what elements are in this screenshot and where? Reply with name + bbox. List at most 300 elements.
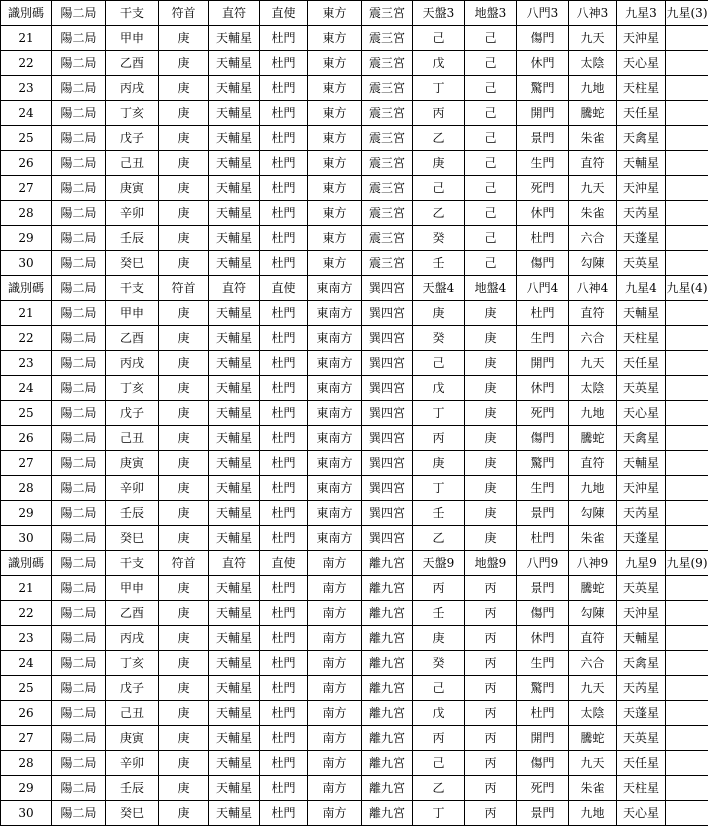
table-cell: 癸 xyxy=(413,326,465,351)
table-cell: 甲申 xyxy=(106,301,159,326)
table-row xyxy=(1,601,708,626)
table-cell: 庚 xyxy=(159,476,209,501)
table-cell: 癸巳 xyxy=(106,526,159,551)
table-cell: 己 xyxy=(465,51,517,76)
table-cell: 25 xyxy=(1,676,52,701)
table-cell: 天輔星 xyxy=(209,426,260,451)
table-cell: 巽四宮 xyxy=(362,326,413,351)
table-row xyxy=(1,26,708,51)
table-cell: 27 xyxy=(1,451,52,476)
table-cell: 庚 xyxy=(159,376,209,401)
table-cell: 26 xyxy=(1,701,52,726)
table-cell: 開門 xyxy=(517,101,569,126)
table-cell: 壬辰 xyxy=(106,501,159,526)
table-cell: 天輔星 xyxy=(209,501,260,526)
table-cell: 離九宮 xyxy=(362,576,413,601)
table-cell xyxy=(666,176,708,201)
table-cell: 直符 xyxy=(569,151,617,176)
table-cell: 騰蛇 xyxy=(569,426,617,451)
table-cell: 庚寅 xyxy=(106,726,159,751)
table-cell: 庚 xyxy=(159,676,209,701)
table-cell: 震三宮 xyxy=(362,76,413,101)
table-cell: 天蓬星 xyxy=(617,226,666,251)
table-row xyxy=(1,526,708,551)
table-cell: 庚 xyxy=(159,326,209,351)
table-cell: 九地 xyxy=(569,801,617,826)
table-cell: 南方 xyxy=(308,801,362,826)
table-cell xyxy=(666,426,708,451)
table-row xyxy=(1,76,708,101)
table-cell: 24 xyxy=(1,101,52,126)
table-cell: 震三宮 xyxy=(362,101,413,126)
table-cell: 丙 xyxy=(465,776,517,801)
table-cell: 東南方 xyxy=(308,426,362,451)
table-cell: 朱雀 xyxy=(569,526,617,551)
table-cell: 陽二局 xyxy=(52,201,106,226)
table-cell: 天沖星 xyxy=(617,476,666,501)
table-cell: 陽二局 xyxy=(52,351,106,376)
table-cell: 休門 xyxy=(517,626,569,651)
table-cell: 南方 xyxy=(308,626,362,651)
table-cell: 己 xyxy=(413,676,465,701)
header-cell: 直符 xyxy=(209,276,260,301)
table-row xyxy=(1,101,708,126)
table-cell: 東方 xyxy=(308,176,362,201)
table-cell: 陽二局 xyxy=(52,451,106,476)
table-cell: 庚 xyxy=(159,576,209,601)
header-cell: 識別碼 xyxy=(1,551,52,576)
table-cell: 東方 xyxy=(308,101,362,126)
table-cell: 庚 xyxy=(159,226,209,251)
table-cell: 東方 xyxy=(308,226,362,251)
table-cell: 朱雀 xyxy=(569,776,617,801)
table-cell: 天輔星 xyxy=(209,326,260,351)
table-cell: 天輔星 xyxy=(209,26,260,51)
table-cell: 騰蛇 xyxy=(569,726,617,751)
table-cell: 庚 xyxy=(465,451,517,476)
table-cell: 九天 xyxy=(569,176,617,201)
table-row xyxy=(1,151,708,176)
table-cell: 天心星 xyxy=(617,401,666,426)
table-cell: 壬 xyxy=(413,501,465,526)
table-cell xyxy=(666,51,708,76)
table-cell: 巽四宮 xyxy=(362,401,413,426)
table-cell: 庚 xyxy=(465,351,517,376)
table-cell: 庚 xyxy=(465,301,517,326)
table-cell: 29 xyxy=(1,501,52,526)
header-cell: 九星3 xyxy=(617,1,666,26)
table-cell: 30 xyxy=(1,801,52,826)
table-cell: 驚門 xyxy=(517,676,569,701)
table-cell: 丙 xyxy=(413,576,465,601)
header-cell: 南方 xyxy=(308,551,362,576)
table-cell: 陽二局 xyxy=(52,301,106,326)
table-cell xyxy=(666,651,708,676)
table-cell: 東南方 xyxy=(308,351,362,376)
table-cell: 勾陳 xyxy=(569,251,617,276)
table-cell: 景門 xyxy=(517,576,569,601)
table-cell: 21 xyxy=(1,301,52,326)
table-cell: 離九宮 xyxy=(362,726,413,751)
table-cell: 杜門 xyxy=(260,76,308,101)
table-cell: 陽二局 xyxy=(52,251,106,276)
table-cell: 庚 xyxy=(159,526,209,551)
table-cell: 陽二局 xyxy=(52,26,106,51)
table-cell: 丁亥 xyxy=(106,101,159,126)
header-cell: 直符 xyxy=(209,551,260,576)
table-cell: 天英星 xyxy=(617,251,666,276)
table-cell: 南方 xyxy=(308,701,362,726)
table-cell: 癸 xyxy=(413,651,465,676)
header-cell: 地盤9 xyxy=(465,551,517,576)
table-cell: 杜門 xyxy=(260,351,308,376)
header-cell: 直符 xyxy=(209,1,260,26)
table-cell: 丙 xyxy=(465,701,517,726)
table-cell: 東南方 xyxy=(308,476,362,501)
table-cell: 天輔星 xyxy=(617,451,666,476)
table-cell xyxy=(666,626,708,651)
table-cell: 庚 xyxy=(159,76,209,101)
table-cell: 丙 xyxy=(413,726,465,751)
table-cell: 勾陳 xyxy=(569,601,617,626)
table-cell: 東南方 xyxy=(308,301,362,326)
table-cell xyxy=(666,401,708,426)
table-cell: 景門 xyxy=(517,126,569,151)
table-cell: 南方 xyxy=(308,776,362,801)
table-cell: 戊子 xyxy=(106,401,159,426)
table-cell: 傷門 xyxy=(517,601,569,626)
table-cell: 陽二局 xyxy=(52,176,106,201)
table-cell: 22 xyxy=(1,51,52,76)
table-cell: 杜門 xyxy=(517,301,569,326)
header-cell: 符首 xyxy=(159,551,209,576)
table-cell: 杜門 xyxy=(260,476,308,501)
table-cell: 天輔星 xyxy=(209,251,260,276)
table-cell xyxy=(666,326,708,351)
table-cell: 震三宮 xyxy=(362,251,413,276)
table-cell: 九地 xyxy=(569,401,617,426)
table-cell xyxy=(666,26,708,51)
table-cell: 天輔星 xyxy=(209,801,260,826)
header-cell: 八門4 xyxy=(517,276,569,301)
header-cell: 天盤4 xyxy=(413,276,465,301)
table-cell: 東南方 xyxy=(308,326,362,351)
table-cell: 震三宮 xyxy=(362,151,413,176)
table-row xyxy=(1,726,708,751)
table-cell: 天心星 xyxy=(617,801,666,826)
table-cell: 傷門 xyxy=(517,751,569,776)
table-row xyxy=(1,401,708,426)
table-cell: 杜門 xyxy=(517,226,569,251)
table-cell: 陽二局 xyxy=(52,676,106,701)
table-row xyxy=(1,751,708,776)
table-cell: 天輔星 xyxy=(209,476,260,501)
table-cell: 杜門 xyxy=(260,651,308,676)
table-cell xyxy=(666,526,708,551)
table-cell: 離九宮 xyxy=(362,651,413,676)
table-cell: 庚寅 xyxy=(106,451,159,476)
table-cell: 丙 xyxy=(465,576,517,601)
table-cell: 天禽星 xyxy=(617,426,666,451)
table-cell: 陽二局 xyxy=(52,101,106,126)
table-cell: 己丑 xyxy=(106,426,159,451)
table-cell: 天輔星 xyxy=(209,126,260,151)
table-cell: 丁亥 xyxy=(106,376,159,401)
header-cell: 九星(4) xyxy=(666,276,708,301)
table-cell: 死門 xyxy=(517,176,569,201)
table-row xyxy=(1,776,708,801)
table-cell: 東南方 xyxy=(308,401,362,426)
table-cell: 天輔星 xyxy=(209,626,260,651)
table-row xyxy=(1,676,708,701)
table-cell: 戊 xyxy=(413,701,465,726)
table-cell xyxy=(666,251,708,276)
table-cell: 騰蛇 xyxy=(569,576,617,601)
table-cell: 開門 xyxy=(517,351,569,376)
table-cell: 勾陳 xyxy=(569,501,617,526)
table-cell: 庚 xyxy=(159,301,209,326)
table-cell: 天輔星 xyxy=(209,101,260,126)
table-cell: 天輔星 xyxy=(209,201,260,226)
header-cell: 八門3 xyxy=(517,1,569,26)
table-cell: 杜門 xyxy=(260,676,308,701)
table-cell: 杜門 xyxy=(260,201,308,226)
table-cell: 乙酉 xyxy=(106,326,159,351)
table-cell: 天芮星 xyxy=(617,676,666,701)
table-cell: 傷門 xyxy=(517,251,569,276)
table-cell: 離九宮 xyxy=(362,601,413,626)
table-cell: 陽二局 xyxy=(52,126,106,151)
table-cell: 陽二局 xyxy=(52,776,106,801)
table-cell: 庚寅 xyxy=(106,176,159,201)
table-cell: 天沖星 xyxy=(617,176,666,201)
table-cell xyxy=(666,101,708,126)
table-cell: 天輔星 xyxy=(209,351,260,376)
table-cell: 杜門 xyxy=(260,776,308,801)
table-cell: 己 xyxy=(465,176,517,201)
table-cell: 震三宮 xyxy=(362,201,413,226)
table-cell: 天芮星 xyxy=(617,501,666,526)
table-row xyxy=(1,176,708,201)
table-cell: 己 xyxy=(413,176,465,201)
table-cell: 杜門 xyxy=(260,751,308,776)
header-cell: 識別碼 xyxy=(1,276,52,301)
table-row xyxy=(1,301,708,326)
table-cell: 己 xyxy=(413,751,465,776)
table-cell: 庚 xyxy=(159,201,209,226)
table-cell: 甲申 xyxy=(106,26,159,51)
table-cell: 天輔星 xyxy=(209,176,260,201)
table-cell: 天輔星 xyxy=(209,601,260,626)
table-cell: 己丑 xyxy=(106,151,159,176)
table-row xyxy=(1,651,708,676)
table-cell: 東南方 xyxy=(308,526,362,551)
table-cell xyxy=(666,726,708,751)
table-cell: 陽二局 xyxy=(52,476,106,501)
table-cell: 杜門 xyxy=(260,151,308,176)
table-cell: 離九宮 xyxy=(362,676,413,701)
table-cell: 休門 xyxy=(517,201,569,226)
table-cell xyxy=(666,701,708,726)
table-cell: 杜門 xyxy=(260,326,308,351)
table-cell: 己 xyxy=(465,26,517,51)
table-cell: 傷門 xyxy=(517,426,569,451)
table-cell: 戊 xyxy=(413,51,465,76)
table-cell: 太陰 xyxy=(569,51,617,76)
table-cell: 庚 xyxy=(159,601,209,626)
header-cell: 八門9 xyxy=(517,551,569,576)
table-cell: 庚 xyxy=(159,51,209,76)
header-cell: 九星9 xyxy=(617,551,666,576)
table-cell: 庚 xyxy=(413,451,465,476)
table-row xyxy=(1,576,708,601)
header-cell: 陽二局 xyxy=(52,276,106,301)
table-cell: 丁亥 xyxy=(106,651,159,676)
table-cell: 驚門 xyxy=(517,451,569,476)
table-cell: 九地 xyxy=(569,476,617,501)
table-cell: 巽四宮 xyxy=(362,501,413,526)
table-cell xyxy=(666,226,708,251)
table-cell: 庚 xyxy=(159,101,209,126)
table-cell: 死門 xyxy=(517,776,569,801)
table-cell: 六合 xyxy=(569,651,617,676)
table-cell: 杜門 xyxy=(260,626,308,651)
table-row xyxy=(1,126,708,151)
header-cell: 直使 xyxy=(260,276,308,301)
table-cell: 杜門 xyxy=(260,526,308,551)
table-cell: 30 xyxy=(1,526,52,551)
table-cell: 30 xyxy=(1,251,52,276)
table-cell: 庚 xyxy=(159,126,209,151)
table-cell: 辛卯 xyxy=(106,476,159,501)
table-cell: 丁 xyxy=(413,76,465,101)
header-cell: 離九宮 xyxy=(362,551,413,576)
table-row xyxy=(1,251,708,276)
table-cell: 庚 xyxy=(413,301,465,326)
table-row xyxy=(1,376,708,401)
header-row xyxy=(1,1,708,26)
table-cell: 戊 xyxy=(413,376,465,401)
table-cell: 杜門 xyxy=(260,26,308,51)
header-cell: 直使 xyxy=(260,551,308,576)
table-cell: 震三宮 xyxy=(362,226,413,251)
table-cell: 己 xyxy=(465,201,517,226)
header-cell: 干支 xyxy=(106,1,159,26)
table-cell: 天心星 xyxy=(617,51,666,76)
table-cell xyxy=(666,801,708,826)
table-cell: 六合 xyxy=(569,326,617,351)
table-cell: 27 xyxy=(1,176,52,201)
table-cell: 癸巳 xyxy=(106,801,159,826)
table-cell: 直符 xyxy=(569,451,617,476)
table-cell: 己丑 xyxy=(106,701,159,726)
header-cell: 東方 xyxy=(308,1,362,26)
header-cell: 干支 xyxy=(106,276,159,301)
table-cell: 癸 xyxy=(413,226,465,251)
table-cell: 天任星 xyxy=(617,751,666,776)
table-cell: 生門 xyxy=(517,326,569,351)
table-cell: 杜門 xyxy=(260,451,308,476)
table-cell: 26 xyxy=(1,151,52,176)
table-cell: 陽二局 xyxy=(52,701,106,726)
table-cell: 天禽星 xyxy=(617,651,666,676)
table-cell: 南方 xyxy=(308,676,362,701)
table-cell: 己 xyxy=(465,76,517,101)
table-cell: 己 xyxy=(413,26,465,51)
table-cell: 天蓬星 xyxy=(617,701,666,726)
table-cell: 騰蛇 xyxy=(569,101,617,126)
table-cell: 巽四宮 xyxy=(362,301,413,326)
table-cell: 庚 xyxy=(159,351,209,376)
header-cell: 符首 xyxy=(159,276,209,301)
header-cell: 天盤3 xyxy=(413,1,465,26)
table-cell: 陽二局 xyxy=(52,76,106,101)
table-body xyxy=(1,1,708,826)
table-cell: 庚 xyxy=(159,501,209,526)
table-cell: 27 xyxy=(1,726,52,751)
header-row xyxy=(1,276,708,301)
table-cell: 庚 xyxy=(413,151,465,176)
table-cell: 丙 xyxy=(465,801,517,826)
table-row xyxy=(1,326,708,351)
table-cell: 庚 xyxy=(159,776,209,801)
header-cell: 巽四宮 xyxy=(362,276,413,301)
table-cell: 天柱星 xyxy=(617,326,666,351)
table-cell: 景門 xyxy=(517,801,569,826)
table-cell: 己 xyxy=(465,151,517,176)
table-cell: 震三宮 xyxy=(362,51,413,76)
table-cell: 天沖星 xyxy=(617,601,666,626)
table-cell: 天輔星 xyxy=(617,151,666,176)
table-row xyxy=(1,201,708,226)
table-cell xyxy=(666,351,708,376)
table-cell: 景門 xyxy=(517,501,569,526)
table-cell: 丙戌 xyxy=(106,351,159,376)
table-cell: 23 xyxy=(1,76,52,101)
header-cell: 九星(3) xyxy=(666,1,708,26)
table-cell: 乙 xyxy=(413,526,465,551)
table-cell: 天輔星 xyxy=(209,776,260,801)
table-cell: 休門 xyxy=(517,376,569,401)
table-cell: 辛卯 xyxy=(106,201,159,226)
table-cell: 庚 xyxy=(413,626,465,651)
table-cell: 陽二局 xyxy=(52,326,106,351)
header-cell: 震三宮 xyxy=(362,1,413,26)
table-cell: 九天 xyxy=(569,351,617,376)
table-cell: 東方 xyxy=(308,51,362,76)
table-cell xyxy=(666,76,708,101)
table-cell: 28 xyxy=(1,201,52,226)
table-cell: 天任星 xyxy=(617,351,666,376)
table-cell: 庚 xyxy=(465,401,517,426)
table-cell: 癸巳 xyxy=(106,251,159,276)
table-cell: 己 xyxy=(465,101,517,126)
table-cell: 丙戌 xyxy=(106,626,159,651)
table-cell: 乙酉 xyxy=(106,51,159,76)
table-cell: 己 xyxy=(413,351,465,376)
table-cell: 天英星 xyxy=(617,726,666,751)
table-row xyxy=(1,501,708,526)
table-cell: 天輔星 xyxy=(209,301,260,326)
table-cell: 天輔星 xyxy=(209,151,260,176)
table-cell: 陽二局 xyxy=(52,751,106,776)
table-cell: 戊子 xyxy=(106,676,159,701)
table-cell: 太陰 xyxy=(569,376,617,401)
table-cell: 東方 xyxy=(308,26,362,51)
table-cell: 25 xyxy=(1,126,52,151)
table-cell: 杜門 xyxy=(260,726,308,751)
table-cell: 開門 xyxy=(517,726,569,751)
